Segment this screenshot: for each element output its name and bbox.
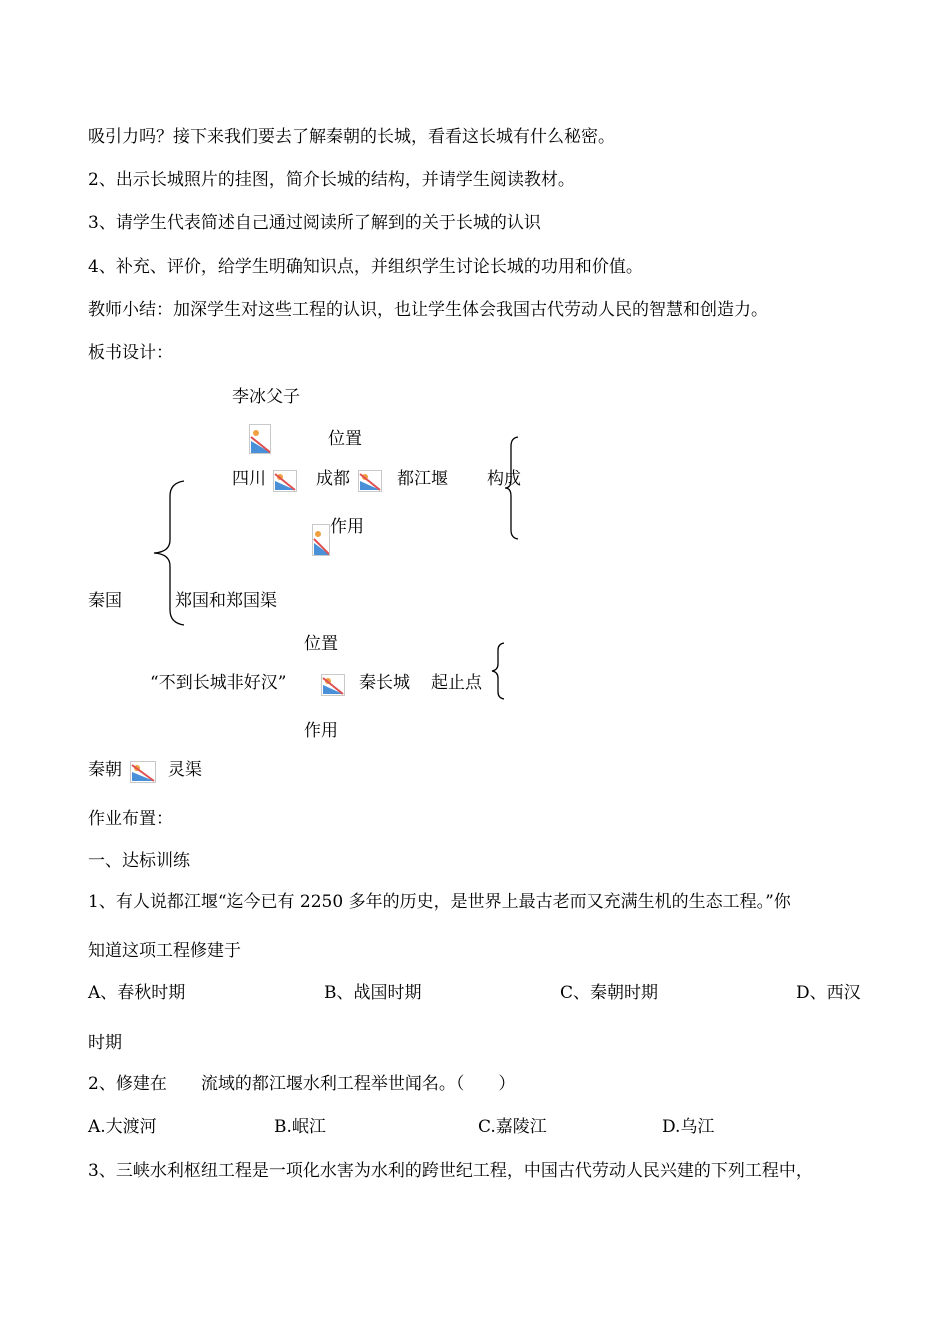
board-chengdu: 成都 bbox=[316, 469, 350, 489]
q1-option-d-continued: 时期 bbox=[88, 1033, 122, 1053]
q2-option-b: B.岷江 bbox=[274, 1117, 326, 1137]
board-start-end: 起止点 bbox=[431, 673, 482, 693]
q2-option-a: A.大渡河 bbox=[88, 1117, 157, 1137]
paragraph-step-2: 2、出示长城照片的挂图，简介长城的结构，并请学生阅读教材。 bbox=[88, 170, 575, 190]
question-3: 3、三峡水利枢纽工程是一项化水害为水利的跨世纪工程，中国古代劳动人民兴建的下列工程中， bbox=[88, 1161, 813, 1181]
q1-option-d: D、西汉 bbox=[796, 983, 861, 1003]
q1-option-b: B、战国时期 bbox=[324, 983, 422, 1003]
board-composition: 构成 bbox=[487, 469, 521, 489]
arrow-image-icon bbox=[358, 470, 382, 492]
board-quote: “不到长城非好汉” bbox=[150, 673, 287, 693]
board-li-bing: 李冰父子 bbox=[232, 387, 300, 407]
homework-section: 一、达标训练 bbox=[88, 851, 190, 871]
board-lingqu: 灵渠 bbox=[168, 760, 202, 780]
paragraph-intro: 吸引力吗？接下来我们要去了解秦朝的长城，看看这长城有什么秘密。 bbox=[88, 127, 615, 147]
paragraph-step-4: 4、补充、评价，给学生明确知识点，并组织学生讨论长城的功用和价值。 bbox=[88, 257, 643, 277]
curly-brace-small bbox=[490, 642, 506, 700]
homework-title: 作业布置： bbox=[88, 809, 173, 829]
paragraph-step-3: 3、请学生代表简述自己通过阅读所了解到的关于长城的认识 bbox=[88, 213, 541, 233]
arrow-image-icon bbox=[130, 761, 156, 783]
board-qin-dynasty: 秦朝 bbox=[88, 760, 122, 780]
q2-option-c: C.嘉陵江 bbox=[478, 1117, 547, 1137]
question-1-line-1: 1、有人说都江堰“迄今已有 2250 多年的历史，是世界上最古老而又充满生机的生态工程。”你 bbox=[88, 892, 791, 912]
teacher-summary: 教师小结：加深学生对这些工程的认识，也让学生体会我国古代劳动人民的智慧和创造力。 bbox=[88, 300, 768, 320]
board-position-1: 位置 bbox=[328, 429, 362, 449]
q1-option-c: C、秦朝时期 bbox=[560, 983, 659, 1003]
image-placeholder-icon bbox=[312, 524, 330, 556]
arrow-image-icon bbox=[321, 674, 345, 696]
board-qin-wall: 秦长城 bbox=[359, 673, 410, 693]
curly-brace-right bbox=[504, 436, 520, 540]
board-dujiangyan: 都江堰 bbox=[397, 469, 448, 489]
q1-option-a: A、春秋时期 bbox=[88, 983, 186, 1003]
arrow-image-icon bbox=[273, 470, 297, 492]
board-usage-2: 作用 bbox=[304, 721, 338, 741]
q2-option-d: D.乌江 bbox=[662, 1117, 715, 1137]
question-1-line-2: 知道这项工程修建于 bbox=[88, 941, 241, 961]
image-placeholder-icon bbox=[249, 424, 271, 454]
question-2: 2、修建在 流域的都江堰水利工程举世闻名。（ ） bbox=[88, 1074, 516, 1094]
board-usage-1: 作用 bbox=[330, 517, 364, 537]
board-qin-state: 秦国 bbox=[88, 591, 122, 611]
board-position-2: 位置 bbox=[304, 634, 338, 654]
board-sichuan: 四川 bbox=[232, 469, 266, 489]
board-zhengguo: 郑国和郑国渠 bbox=[175, 591, 277, 611]
board-design-title: 板书设计： bbox=[88, 343, 173, 363]
